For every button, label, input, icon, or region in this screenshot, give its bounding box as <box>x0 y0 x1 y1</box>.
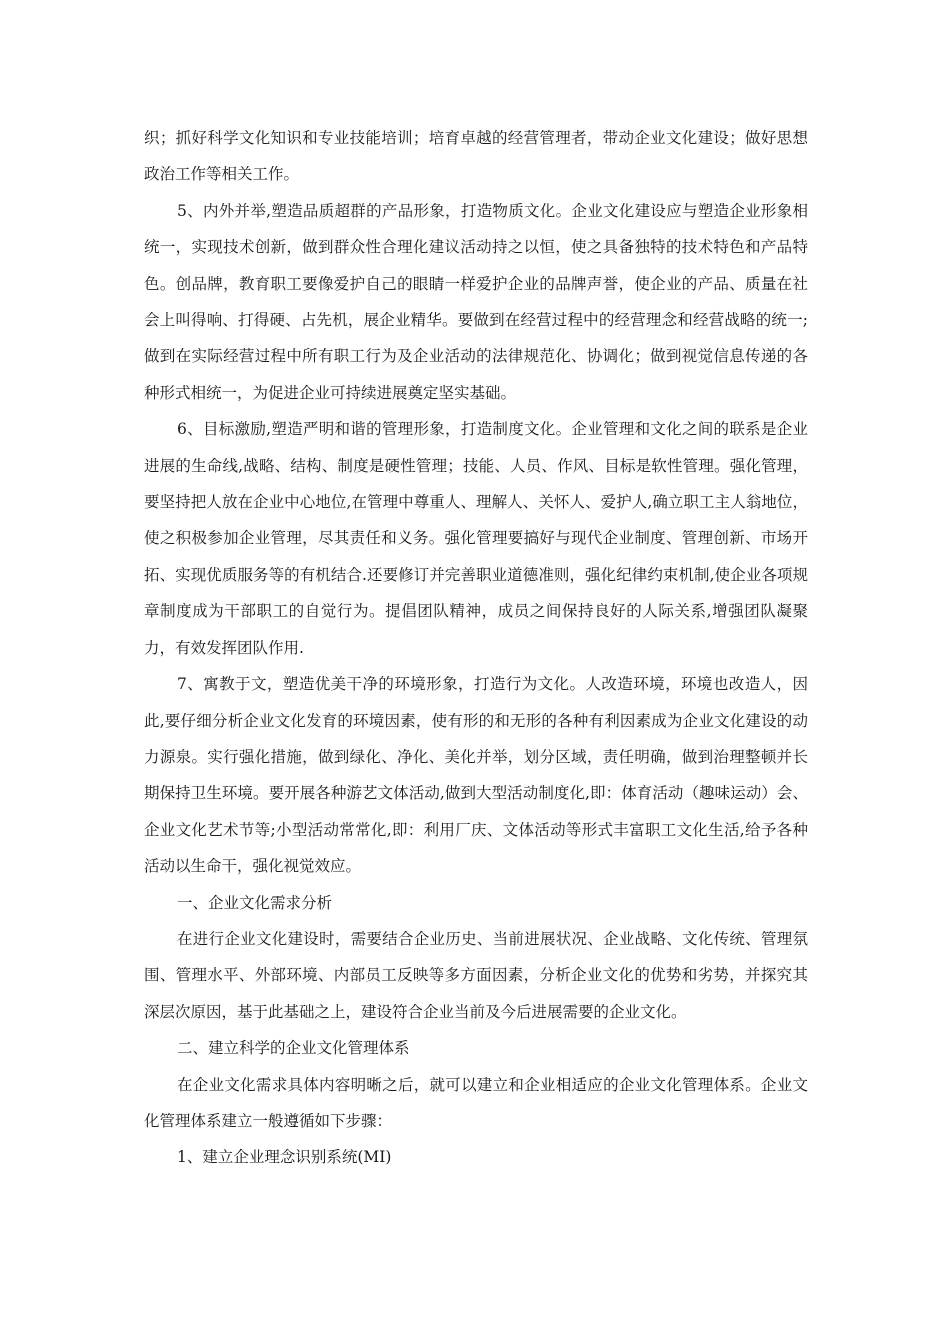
paragraph-management-system: 在企业文化需求具体内容明晰之后，就可以建立和企业相适应的企业文化管理体系。企业文化管理体系建立一般遵循如下步骤： <box>144 1075 808 1130</box>
paragraph-item-6: 6、目标激励,塑造严明和谐的管理形象，打造制度文化。企业管理和文化之间的联系是企业进展的生命线,战略、结构、制度是硬性管理；技能、人员、作风、目标是软性管理。强化管理，要坚持把人放在企业中心地位,在管理中尊重人、理解人、关怀人、爱护人,确立职工主人翁地位，使之积极参加企业管理，尽其责任和义务。强化管理要搞好与现代企业制度、管理创新、市场开拓、实现优质服务等的有机结合.还要修订并完善职业道德准则，强化纪律约束机制,使企业各项规章制度成为干部职工的自觉行为。提倡团队精神，成员之间保持良好的人际关系,增强团队凝聚力，有效发挥团队作用. <box>144 420 808 657</box>
paragraph-item-7: 7、寓教于文，塑造优美干净的环境形象，打造行为文化。人改造环境，环境也改造人，因此,要仔细分析企业文化发育的环境因素，使有形的和无形的各种有利因素成为企业文化建设的动力源泉。实行强化措施，做到绿化、净化、美化并举，划分区域，责任明确，做到治理整顿并长期保持卫生环境。要开展各种游艺文体活动,做到大型活动制度化,即：体育活动（趣味运动）会、企业文化艺术节等;小型活动常常化,即：利用厂庆、文体活动等形式丰富职工文化生活,给予各种活动以生命干，强化视觉效应。 <box>144 675 808 876</box>
section-heading-1: 一、企业文化需求分析 <box>177 893 333 912</box>
paragraph-continuation: 织；抓好科学文化知识和专业技能培训；培育卓越的经营管理者，带动企业文化建设；做好思想政治工作等相关工作。 <box>144 129 808 184</box>
subsection-heading-mi: 1、建立企业理念识别系统(MI) <box>177 1148 392 1167</box>
paragraph-item-5: 5、内外并举,塑造品质超群的产品形象，打造物质文化。企业文化建设应与塑造企业形象相统一，实现技术创新，做到群众性合理化建议活动持之以恒，使之具备独特的技术特色和产品特色。创品牌，教育职工要像爱护自己的眼睛一样爱护企业的品牌声誉，使企业的产品、质量在社会上叫得响、打得硬、占先机，展企业精华。要做到在经营过程中的经营理念和经营战略的统一;做到在实际经营过程中所有职工行为及企业活动的法律规范化、协调化；做到视觉信息传递的各种形式相统一，为促进企业可持续进展奠定坚实基础。 <box>144 201 808 402</box>
section-heading-2: 二、建立科学的企业文化管理体系 <box>177 1039 410 1058</box>
paragraph-needs-analysis: 在进行企业文化建设时，需要结合企业历史、当前进展状况、企业战略、文化传统、管理氛围、管理水平、外部环境、内部员工反映等多方面因素，分析企业文化的优势和劣势，并探究其深层次原因，基于此基础之上，建设符合企业当前及今后进展需要的企业文化。 <box>144 929 808 1021</box>
document-body <box>144 120 808 1176</box>
